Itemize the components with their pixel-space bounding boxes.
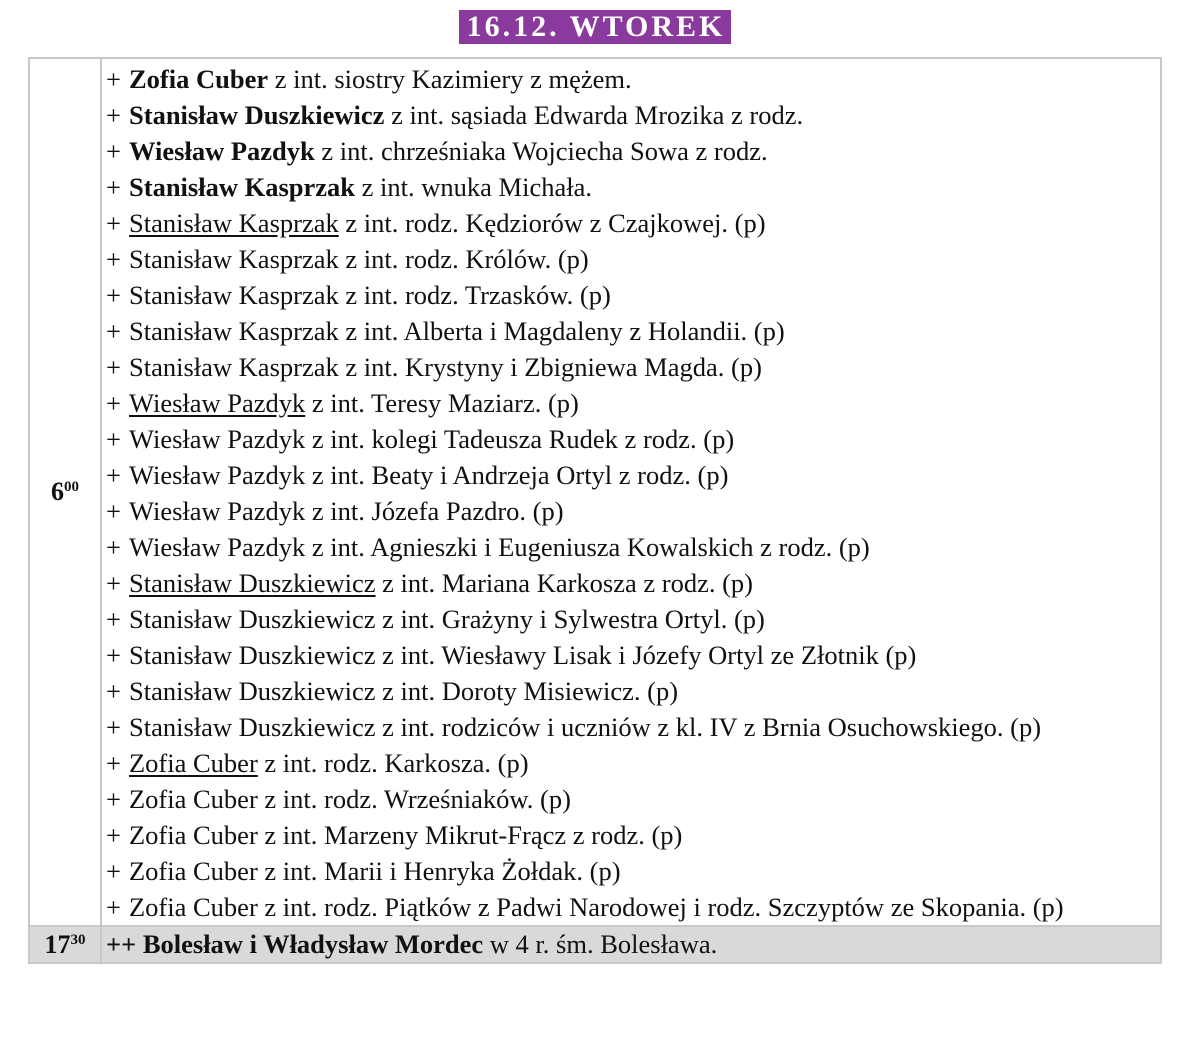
intention-name: Wiesław Pazdyk bbox=[129, 496, 306, 526]
intention-name: Wiesław Pazdyk bbox=[129, 424, 306, 454]
intention-name: Stanisław Duszkiewicz bbox=[129, 712, 376, 742]
intention-name: Zofia Cuber bbox=[129, 64, 269, 94]
intention-item bbox=[106, 169, 1156, 205]
intention-name: Wiesław Pazdyk bbox=[129, 388, 306, 418]
intention-item bbox=[106, 133, 1156, 169]
intention-text: z int. rodziców i uczniów z kl. IV z Brnia Osuchowskiego. (p) bbox=[375, 712, 1042, 742]
intention-name: Stanisław Kasprzak bbox=[129, 172, 356, 202]
intention-item bbox=[106, 493, 1156, 529]
intention-name: Stanisław Duszkiewicz bbox=[129, 100, 385, 130]
intention-prefix: + bbox=[106, 352, 121, 382]
intention-prefix: + bbox=[106, 568, 121, 598]
intention-item bbox=[106, 853, 1156, 889]
intention-text: z int. Marii i Henryka Żołdak. (p) bbox=[257, 856, 621, 886]
day-header bbox=[0, 10, 1190, 44]
intention-item bbox=[106, 709, 1156, 745]
intention-text: z int. siostry Kazimiery z mężem. bbox=[268, 64, 632, 94]
intention-text: z int. rodz. Karkosza. (p) bbox=[257, 748, 529, 778]
intention-prefix: + bbox=[106, 388, 121, 418]
intention-item bbox=[106, 781, 1156, 817]
intention-item bbox=[106, 61, 1156, 97]
intention-prefix: + bbox=[106, 496, 121, 526]
intention-item bbox=[106, 529, 1156, 565]
intention-text: w 4 r. śm. Bolesława. bbox=[483, 929, 718, 959]
intention-prefix: + bbox=[106, 856, 121, 886]
mass-time bbox=[29, 58, 101, 926]
mass-schedule-table bbox=[28, 57, 1162, 964]
intention-name: Zofia Cuber bbox=[129, 820, 258, 850]
intention-text: z int. kolegi Tadeusza Rudek z rodz. (p) bbox=[305, 424, 735, 454]
intention-name: Stanisław Duszkiewicz bbox=[129, 604, 376, 634]
intention-name: Wiesław Pazdyk bbox=[129, 460, 306, 490]
intention-item bbox=[106, 97, 1156, 133]
intention-prefix: + bbox=[106, 64, 121, 94]
intention-item bbox=[106, 927, 1156, 962]
intention-prefix: + bbox=[106, 748, 121, 778]
intention-item bbox=[106, 277, 1156, 313]
intention-name: Zofia Cuber bbox=[129, 784, 258, 814]
intention-name: Stanisław Kasprzak bbox=[129, 244, 339, 274]
intention-text: z int. rodz. Trzasków. (p) bbox=[338, 280, 611, 310]
intention-item bbox=[106, 385, 1156, 421]
intention-text: z int. Grażyny i Sylwestra Ortyl. (p) bbox=[375, 604, 765, 634]
intention-item bbox=[106, 565, 1156, 601]
intention-item bbox=[106, 241, 1156, 277]
intention-item bbox=[106, 457, 1156, 493]
intention-prefix: + bbox=[106, 784, 121, 814]
intention-prefix: + bbox=[106, 640, 121, 670]
mass-row-morning bbox=[29, 58, 1161, 926]
mass-minutes: 30 bbox=[70, 931, 86, 948]
intention-item bbox=[106, 313, 1156, 349]
mass-hour: 17 bbox=[44, 929, 71, 959]
intention-text: z int. Mariana Karkosza z rodz. (p) bbox=[375, 568, 754, 598]
intention-text: z int. Wiesławy Lisak i Józefy Ortyl ze Złotnik (p) bbox=[375, 640, 917, 670]
intention-item bbox=[106, 601, 1156, 637]
intention-text: z int. rodz. Królów. (p) bbox=[338, 244, 589, 274]
mass-minutes: 00 bbox=[64, 479, 79, 495]
intention-item bbox=[106, 817, 1156, 853]
intention-text: z int. wnuka Michała. bbox=[355, 172, 592, 202]
intention-item bbox=[106, 421, 1156, 457]
intention-text: z int. Agnieszki i Eugeniusza Kowalskich z rodz. (p) bbox=[305, 532, 870, 562]
day-title: 16.12. WTOREK bbox=[459, 10, 732, 44]
intention-item bbox=[106, 673, 1156, 709]
intention-item bbox=[106, 889, 1156, 925]
intention-name: Stanisław Kasprzak bbox=[129, 208, 339, 238]
intention-prefix: + bbox=[106, 136, 121, 166]
intention-prefix: + bbox=[106, 208, 121, 238]
intention-name: Wiesław Pazdyk bbox=[129, 532, 306, 562]
intention-name: Stanisław Kasprzak bbox=[129, 316, 339, 346]
intention-text: z int. rodz. Piątków z Padwi Narodowej i rodz. Szczyptów ze Skopania. (p) bbox=[257, 892, 1064, 922]
intention-item bbox=[106, 745, 1156, 781]
intention-text: z int. sąsiada Edwarda Mrozika z rodz. bbox=[384, 100, 804, 130]
intention-prefix: + bbox=[106, 676, 121, 706]
intention-name: Wiesław Pazdyk bbox=[129, 136, 315, 166]
intention-prefix: + bbox=[106, 280, 121, 310]
intention-name: ++ Bolesław i Władysław Mordec bbox=[106, 929, 484, 959]
intention-name: Stanisław Kasprzak bbox=[129, 280, 339, 310]
intention-text: z int. Doroty Misiewicz. (p) bbox=[375, 676, 679, 706]
intention-prefix: + bbox=[106, 460, 121, 490]
intention-text: z int. Alberta i Magdaleny z Holandii. (p) bbox=[338, 316, 785, 346]
intention-prefix: + bbox=[106, 532, 121, 562]
intention-prefix: + bbox=[106, 424, 121, 454]
intention-text: z int. Krystyny i Zbigniewa Magda. (p) bbox=[338, 352, 762, 382]
intention-prefix: + bbox=[106, 604, 121, 634]
intention-name: Stanisław Duszkiewicz bbox=[129, 568, 376, 598]
mass-time bbox=[29, 926, 101, 963]
intention-item bbox=[106, 205, 1156, 241]
intention-name: Zofia Cuber bbox=[129, 856, 258, 886]
intention-text: z int. Teresy Maziarz. (p) bbox=[305, 388, 579, 418]
intention-prefix: + bbox=[106, 316, 121, 346]
intention-name: Stanisław Duszkiewicz bbox=[129, 676, 376, 706]
intention-text: z int. rodz. Kędziorów z Czajkowej. (p) bbox=[338, 208, 766, 238]
intention-text: z int. Józefa Pazdro. (p) bbox=[305, 496, 564, 526]
intention-prefix: + bbox=[106, 712, 121, 742]
intention-prefix: + bbox=[106, 172, 121, 202]
intention-list bbox=[101, 926, 1161, 963]
intention-prefix: + bbox=[106, 892, 121, 922]
intention-prefix: + bbox=[106, 100, 121, 130]
intention-item bbox=[106, 349, 1156, 385]
intention-name: Stanisław Kasprzak bbox=[129, 352, 339, 382]
mass-row-evening bbox=[29, 926, 1161, 963]
intention-name: Zofia Cuber bbox=[129, 892, 258, 922]
intention-text: z int. chrześniaka Wojciecha Sowa z rodz. bbox=[314, 136, 768, 166]
intention-text: z int. Beaty i Andrzeja Ortyl z rodz. (p) bbox=[305, 460, 729, 490]
intention-name: Zofia Cuber bbox=[129, 748, 258, 778]
intention-prefix: + bbox=[106, 820, 121, 850]
intention-text: z int. rodz. Wrześniaków. (p) bbox=[257, 784, 571, 814]
intention-list bbox=[101, 58, 1161, 926]
intention-text: z int. Marzeny Mikrut-Frącz z rodz. (p) bbox=[257, 820, 683, 850]
intention-item bbox=[106, 637, 1156, 673]
intention-name: Stanisław Duszkiewicz bbox=[129, 640, 376, 670]
intention-prefix: + bbox=[106, 244, 121, 274]
mass-hour: 6 bbox=[51, 477, 64, 506]
